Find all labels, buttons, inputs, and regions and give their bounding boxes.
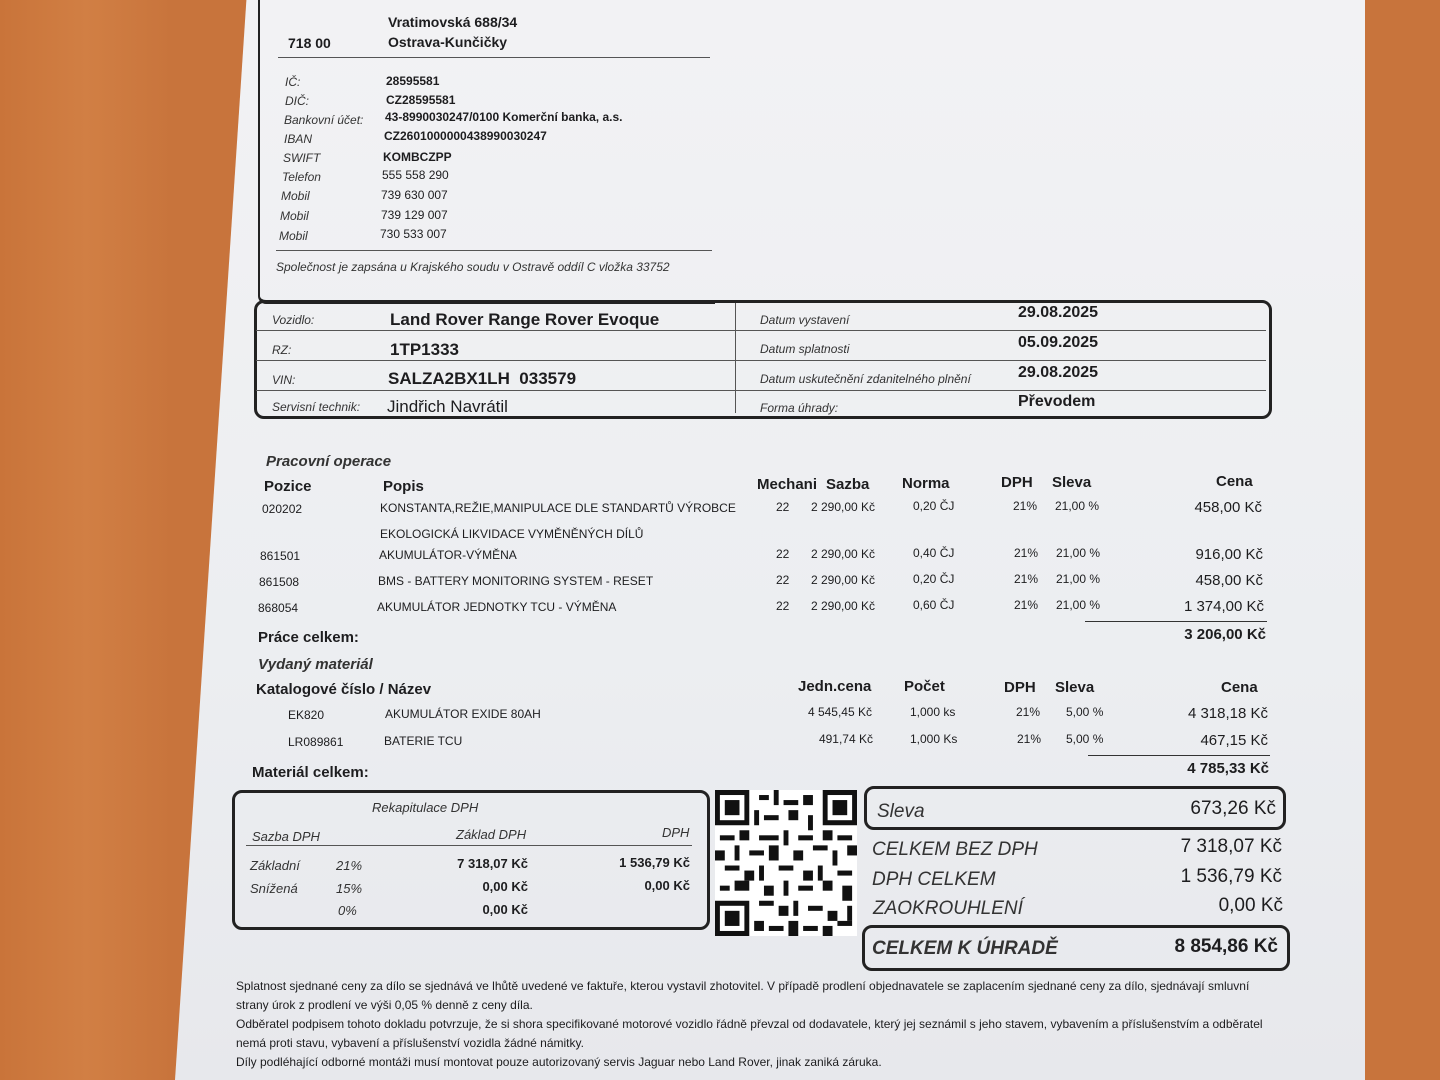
due-label: Datum splatnosti (760, 342, 850, 356)
discount-label: Sleva (877, 801, 925, 822)
tax-date-label: Datum uskutečnění zdanitelného plnění (760, 372, 971, 386)
footer-text (236, 977, 1276, 1072)
grand-total-value: 8 854,86 Kč (1174, 936, 1278, 957)
labor-header-price: Cena (1216, 473, 1253, 490)
divider (256, 360, 1266, 361)
vat-header-rate: Sazba DPH (252, 829, 320, 844)
iban-value: CZ2601000000438990030247 (384, 129, 547, 143)
labor-disc: 21,00 % (1056, 546, 1101, 560)
divider (256, 330, 1266, 331)
material-header-price: Cena (1221, 679, 1258, 696)
payment-value: Převodem (1018, 393, 1096, 410)
labor-mech: 22 (776, 573, 790, 587)
footer-line: nemá proti stavu, vybavení a příslušenství vozidla žádné námitky. (236, 1036, 584, 1050)
material-vat: 21% (1017, 732, 1042, 746)
vat-header-base: Základ DPH (456, 827, 527, 842)
vat-row-vat: 0,00 Kč (644, 878, 690, 893)
mobile3-label: Mobil (279, 229, 308, 243)
rounding-value: 0,00 Kč (1218, 895, 1283, 916)
material-unit-price: 4 545,45 Kč (807, 705, 872, 719)
labor-norm: 0,60 ČJ (913, 598, 955, 612)
mobile3-value: 730 533 007 (380, 227, 447, 241)
material-header-disc: Sleva (1055, 679, 1095, 696)
supplier-street: Vratimovská 688/34 (388, 14, 518, 30)
footer-line: Splatnost sjednané ceny za dílo se sjednává ve lhůtě uvedené ve faktuře, kterou vystavil zhotovitel. V případě prodlení objednavatele se zaplacením sjednané ceny za dílo, sjednávají smluvní (236, 979, 1250, 993)
labor-header-norm: Norma (902, 475, 950, 492)
labor-rate: 2 290,00 Kč (811, 573, 876, 587)
labor-total-value: 3 206,00 Kč (1184, 626, 1266, 643)
labor-section-title: Pracovní operace (266, 453, 392, 470)
ic-label: IČ: (285, 75, 301, 89)
material-total-value: 4 785,33 Kč (1187, 760, 1269, 777)
material-price: 4 318,18 Kč (1187, 705, 1268, 722)
tech-value: Jindřich Navrátil (387, 397, 508, 416)
material-header-unit: Jedn.cena (798, 678, 872, 695)
material-unit-price: 491,74 Kč (818, 732, 873, 746)
vat-total-value: 1 536,79 Kč (1180, 866, 1282, 887)
material-section-title: Vydaný materiál (258, 656, 373, 673)
material-qty: 1,000 Ks (910, 732, 958, 746)
labor-norm: 0,40 ČJ (913, 546, 955, 560)
vat-recap-title: Rekapitulace DPH (372, 800, 479, 815)
divider (1085, 621, 1267, 622)
footer-line: Odběratel podpisem tohoto dokladu potvrzuje, že si shora specifikované motorové vozidlo řádně převzal od dodavatele, který jej seznámil s jeho stavem, vybavením a příslušenstvím a odběratel (236, 1017, 1263, 1031)
bank-label: Bankovní účet: (284, 113, 364, 127)
labor-mech: 22 (776, 500, 790, 514)
labor-vat: 21% (1014, 598, 1039, 612)
discount-value: 673,26 Kč (1190, 798, 1276, 819)
vat-total-label: DPH CELKEM (872, 869, 996, 890)
labor-header-pos: Pozice (264, 478, 312, 495)
labor-rate: 2 290,00 Kč (811, 599, 876, 613)
labor-norm: 0,20 ČJ (913, 572, 955, 586)
phone-value: 555 558 290 (382, 168, 449, 182)
labor-disc: 21,00 % (1056, 598, 1101, 612)
vozidlo-label: Vozidlo: (272, 313, 315, 327)
grand-total-label: CELKEM K ÚHRADĚ (872, 938, 1058, 959)
vat-row-rate: 15% (336, 881, 363, 896)
mobile1-label: Mobil (281, 189, 310, 203)
material-code: LR089861 (288, 735, 344, 749)
labor-header-rate: Sazba (826, 476, 870, 493)
divider (735, 303, 736, 413)
material-price: 467,15 Kč (1200, 732, 1268, 749)
mobile2-label: Mobil (280, 209, 309, 223)
labor-price: 458,00 Kč (1195, 572, 1263, 589)
footer-line: Díly podléhající odborné montáži musí montovat pouze autorizovaný servis Jaguar nebo Land Rover, jinak zaniká záruka. (236, 1055, 882, 1069)
supplier-city: Ostrava-Kunčičky (388, 34, 508, 50)
swift-value: KOMBCZPP (383, 150, 452, 164)
material-header-vat: DPH (1004, 679, 1036, 696)
vat-header-vat: DPH (662, 825, 690, 840)
labor-pos: 861508 (259, 575, 300, 589)
rounding-label: ZAOKROUHLENÍ (873, 898, 1023, 919)
labor-rate: 2 290,00 Kč (811, 547, 876, 561)
payment-label: Forma úhrady: (760, 401, 839, 415)
labor-pos: 868054 (258, 601, 299, 615)
labor-total-label: Práce celkem: (258, 629, 359, 646)
material-header-cat: Katalogové číslo / Název (256, 681, 432, 698)
labor-vat: 21% (1014, 546, 1039, 560)
swift-label: SWIFT (283, 151, 321, 165)
material-header-qty: Počet (904, 678, 945, 695)
labor-price: 916,00 Kč (1195, 546, 1263, 563)
tax-date-value: 29.08.2025 (1018, 364, 1099, 381)
iban-label: IBAN (284, 132, 313, 146)
labor-price: 458,00 Kč (1194, 499, 1262, 516)
divider (256, 390, 1266, 391)
labor-header-disc: Sleva (1052, 474, 1092, 491)
material-qty: 1,000 ks (910, 705, 956, 719)
qr-code (715, 790, 857, 936)
net-total-label: CELKEM BEZ DPH (872, 839, 1038, 860)
net-total-value: 7 318,07 Kč (1180, 836, 1282, 857)
labor-price: 1 374,00 Kč (1183, 598, 1264, 615)
qr-code-icon (715, 790, 857, 936)
ic-value: 28595581 (386, 74, 440, 88)
labor-desc: BMS - BATTERY MONITORING SYSTEM - RESET (378, 574, 654, 588)
vat-row-base: 0,00 Kč (482, 879, 528, 894)
supplier-box (258, 0, 715, 304)
labor-vat: 21% (1014, 572, 1039, 586)
phone-label: Telefon (282, 170, 321, 184)
vat-row-name: Základní (250, 858, 300, 873)
labor-disc: 21,00 % (1055, 499, 1100, 513)
mobile2-value: 739 129 007 (381, 208, 448, 222)
labor-header-vat: DPH (1001, 474, 1033, 491)
divider (246, 845, 692, 846)
material-vat: 21% (1016, 705, 1041, 719)
vin-label: VIN: (272, 373, 296, 387)
labor-vat: 21% (1013, 499, 1038, 513)
labor-desc: AKUMULÁTOR JEDNOTKY TCU - VÝMĚNA (377, 600, 617, 614)
vin-value: SALZA2BX1LH 033579 (388, 369, 577, 388)
vat-row-base: 0,00 Kč (482, 902, 528, 917)
labor-norm: 0,20 ČJ (913, 499, 955, 513)
labor-pos: 020202 (262, 502, 303, 516)
material-total-label: Materiál celkem: (252, 764, 369, 781)
material-name: BATERIE TCU (384, 734, 463, 748)
vat-row-vat: 1 536,79 Kč (619, 855, 690, 870)
material-disc: 5,00 % (1066, 732, 1104, 746)
material-name: AKUMULÁTOR EXIDE 80AH (385, 707, 541, 721)
labor-mech: 22 (776, 599, 790, 613)
labor-disc: 21,00 % (1056, 572, 1101, 586)
dic-label: DIČ: (285, 94, 309, 108)
rz-value: 1TP1333 (390, 340, 459, 359)
vat-row-rate: 0% (338, 903, 357, 918)
registry-note: Společnost je zapsána u Krajského soudu v Ostravě oddíl C vložka 33752 (276, 260, 670, 274)
labor-pos: 861501 (260, 549, 301, 563)
divider (1088, 755, 1270, 756)
dic-value: CZ28595581 (386, 93, 456, 107)
tech-label: Servisní technik: (272, 400, 361, 414)
due-value: 05.09.2025 (1018, 334, 1099, 351)
labor-header-mech: Mechani (757, 476, 818, 493)
vat-row-base: 7 318,07 Kč (457, 856, 528, 871)
issued-label: Datum vystavení (760, 313, 850, 327)
labor-desc: KONSTANTA,REŽIE,MANIPULACE DLE STANDARTŮ VÝROBCE (380, 501, 736, 515)
labor-header-desc: Popis (383, 478, 424, 495)
labor-mech: 22 (776, 547, 790, 561)
vat-row-rate: 21% (336, 858, 363, 873)
supplier-zip: 718 00 (288, 35, 331, 51)
rz-label: RZ: (272, 343, 292, 357)
issued-value: 29.08.2025 (1018, 304, 1099, 321)
labor-note: EKOLOGICKÁ LIKVIDACE VYMĚNĚNÝCH DÍLŮ (380, 527, 644, 541)
bank-value: 43-8990030247/0100 Komerční banka, a.s. (385, 110, 623, 124)
labor-desc: AKUMULÁTOR-VÝMĚNA (379, 548, 517, 562)
vat-row-name: Snížená (250, 881, 298, 896)
labor-rate: 2 290,00 Kč (811, 500, 876, 514)
vozidlo-value: Land Rover Range Rover Evoque (390, 310, 660, 329)
material-disc: 5,00 % (1066, 705, 1104, 719)
mobile1-value: 739 630 007 (381, 188, 448, 202)
material-code: EK820 (288, 708, 325, 722)
footer-line: strany úrok z prodlení ve výši 0,05 % denně z ceny díla. (236, 998, 533, 1012)
